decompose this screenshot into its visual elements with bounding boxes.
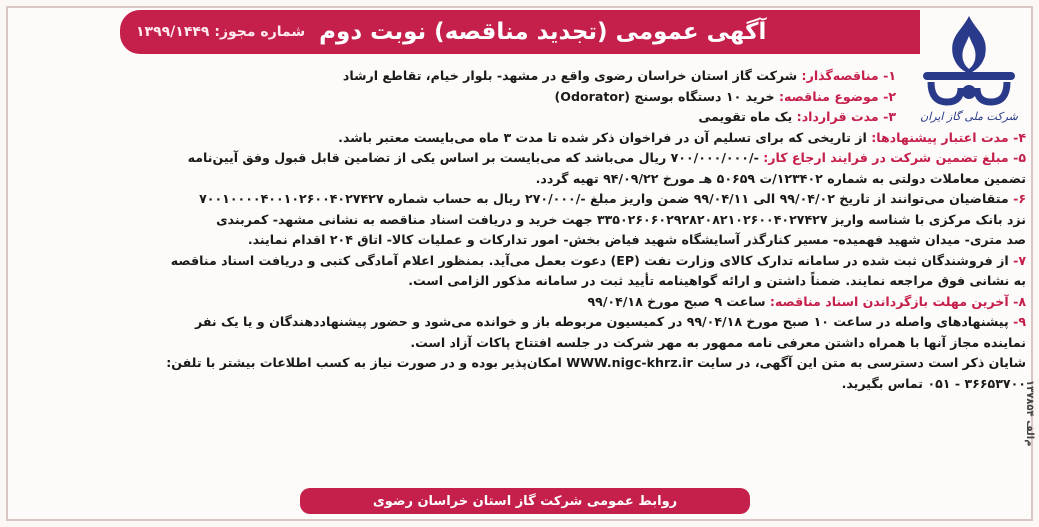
item-3-text: یک ماه تقویمی xyxy=(698,109,797,124)
item-3-label: ۳- مدت قرارداد: xyxy=(796,109,896,124)
item-6 xyxy=(14,189,1026,210)
item-8-text: ساعت ۹ صبح مورخ ۹۹/۰۴/۱۸ xyxy=(587,293,770,309)
item-9 xyxy=(14,312,1026,333)
item-2 xyxy=(14,87,1026,108)
item-5-label: ۵- مبلغ تضمین شرکت در فرایند ارجاع کار: xyxy=(763,150,1026,165)
title-banner xyxy=(120,10,920,54)
item-6-text: متقاضیان می‌توانند از تاریخ ۹۹/۰۴/۰۲ الی ۹۹/۰۴/۱۱ ضمن واریز مبلغ -/۲۷۰/۰۰۰ ریال به حساب شماره ۷۰۰۱۰۰۰۰۴۰۰۱۰۲۶۰۰۴۰۲۷۴۲۷ xyxy=(199,191,1014,206)
item-6-continued-2: صد متری- میدان شهید فهمیده- مسیر کنارگذر آسایشگاه شهید فیاض بخش- امور تدارکات و عملیات کالا- اتاق ۲۰۴ اقدام نمایند. xyxy=(247,232,1026,247)
note-line-2: ۳۶۶۵۳۷۰۰ - ۰۵۱ تماس بگیرید. xyxy=(841,375,1026,391)
item-7 xyxy=(14,251,1026,272)
item-7-continued: به نشانی فوق مراجعه نمایند. ضمناً داشتن و ارائه گواهینامه تأیید ثبت در سامانه مذکور الزامی است. xyxy=(408,273,1026,288)
item-4-label: ۴- مدت اعتبار پیشنهادها: xyxy=(871,129,1026,145)
logo-caption: شرکت ملی گاز ایران xyxy=(920,110,1018,123)
item-2-label: ۲- موضوع مناقصه: xyxy=(778,88,896,104)
item-4 xyxy=(14,128,1026,149)
item-9-text: پیشنهادهای واصله در ساعت ۱۰ صبح مورخ ۹۹/۰۴/۱۸ در کمیسیون مربوطه باز و خوانده می‌شود و حضور پیشنهاددهندگان و یا یک نفر xyxy=(195,314,1014,329)
item-4-text: از تاریخی که برای تسلیم آن در فراخوان ذکر شده تا مدت ۳ ماه می‌بایست معتبر باشد. xyxy=(338,129,872,145)
side-reference-code: م‌الف ۱۳۷۸۵۴ xyxy=(1024,380,1035,447)
item-7-label: ۷- xyxy=(1013,252,1026,268)
note-line-1: شایان ذکر است دسترسی به متن این آگهی، در سایت WWW.nigc-khrz.ir امکان‌پذیر بوده و در صورت نیاز به کسب اطلاعات بیشتر با تلفن: xyxy=(166,355,1026,370)
item-9-continued: نماینده مجاز آنها با همراه داشتن معرفی نامه ممهور به مهر شرکت در جلسه افتتاح پاکات آزاد است. xyxy=(410,334,1026,350)
item-5-text: -/۷۰۰/۰۰۰/۰۰۰ ریال می‌باشد که می‌بایست بر اساس یکی از تضامین قابل قبول وفق آیین‌نامه xyxy=(187,150,764,165)
item-9-label: ۹- xyxy=(1013,314,1026,329)
footer-banner: روابط عمومی شرکت گاز استان خراسان رضوی xyxy=(300,488,750,514)
item-5-continued: تضمین معاملات دولتی به شماره ۱۲۳۴۰۲/ت ۵۰۶۵۹ هـ مورخ ۹۴/۰۹/۲۲ تهیه گردد. xyxy=(535,170,1026,186)
item-5 xyxy=(14,148,1026,169)
item-1-text: شرکت گاز استان خراسان رضوی واقع در مشهد- بلوار خیام، تقاطع ارشاد xyxy=(342,68,802,83)
item-3 xyxy=(14,107,1026,128)
item-6-continued-1: نزد بانک مرکزی با شناسه واریز ۳۳۵۰۲۶۰۶۰۲۹۲۸۲۰۸۲۱۰۲۶۰۰۴۰۲۷۴۲۷ جهت خرید و دریافت اسناد مناقصه به نشانی مشهد- کمربندی xyxy=(216,211,1026,227)
item-7-text: از فروشندگان ثبت شده در سامانه تدارک کالای وزارت نفت (EP) دعوت بعمل می‌آید. بمنظور اعلام آمادگی کتبی و دریافت اسناد مناقصه xyxy=(170,252,1014,268)
ad-body xyxy=(14,66,1026,466)
item-6-label: ۶- xyxy=(1013,191,1026,206)
item-8-label: ۸- آخرین مهلت بازگرداندن اسناد مناقصه: xyxy=(769,293,1026,309)
item-8 xyxy=(14,292,1026,313)
item-2-text: خرید ۱۰ دستگاه بوسنج (Odorator) xyxy=(554,88,779,104)
item-1-label: ۱- مناقصه‌گذار: xyxy=(801,68,896,83)
ad-title: آگهی عمومی (تجدید مناقصه) نوبت دوم xyxy=(319,19,767,45)
permit-number: شماره مجوز: ۱۳۹۹/۱۴۴۹ xyxy=(136,24,306,40)
item-1 xyxy=(14,66,1026,87)
